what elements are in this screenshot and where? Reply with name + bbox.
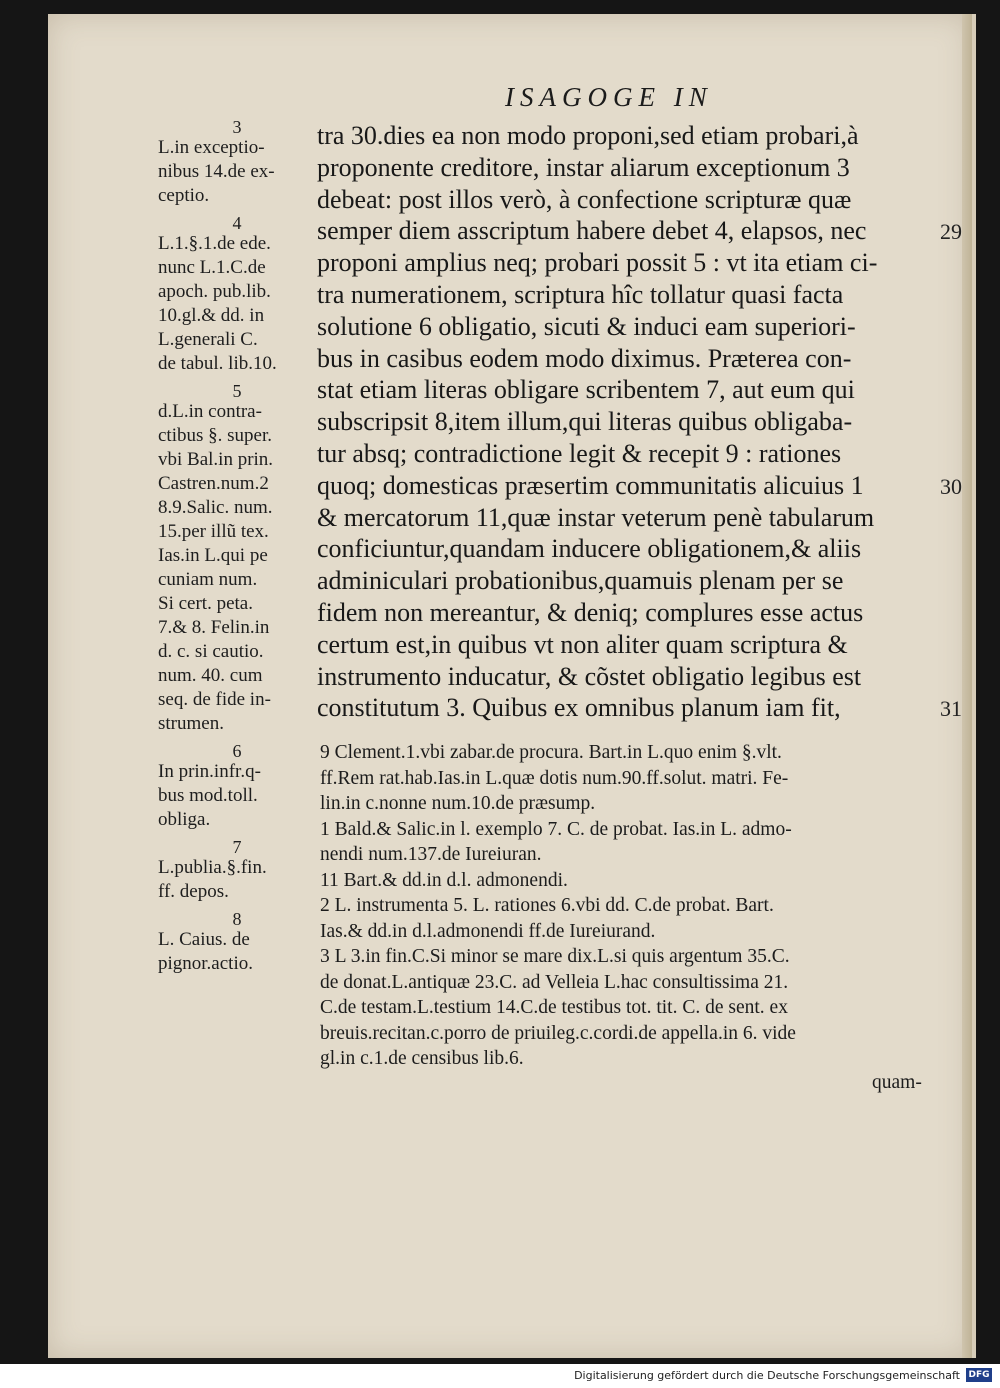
margin-note-line: ctibus §. super. [158,425,272,446]
margin-note [158,742,316,832]
margin-note [158,382,316,736]
margin-note-number: 6 [232,741,242,761]
margin-note-number: 7 [232,837,242,857]
margin-note-line: Castren.num.2 [158,473,269,494]
margin-note-line: num. 40. cum [158,665,263,686]
margin-note-line: d.L.in contra- [158,401,262,422]
margin-note-line: nunc L.1.C.de [158,257,266,278]
footnote-line: 9 Clement.1.vbi zabar.de procura. Bart.in L.quo enim §.vlt. [320,742,782,763]
margin-note-line: 15.per illũ tex. [158,521,269,542]
text-line: quoq; domesticas præsertim communitatis alicuius 1 [317,470,864,500]
margin-note-line: In prin.infr.q- [158,761,261,782]
side-line-number: 30 [940,473,962,499]
text-line: adminiculari probationibus,quamuis plenam per se [317,566,844,596]
margin-note-line: obliga. [158,809,211,830]
margin-note-line: bus mod.toll. [158,785,258,806]
margin-notes [158,118,316,982]
margin-note-line: apoch. pub.lib. [158,281,271,302]
text-line: tra 30.dies ea non modo proponi,sed etiam probari,à [317,121,859,150]
footnote-line: Ias.& dd.in d.l.admonendi ff.de Iureiurand. [320,920,656,942]
margin-note-number: 5 [232,381,242,401]
text-line: constitutum 3. Quibus ex omnibus planum iam fit, [317,693,841,723]
text-line: tra numerationem, scriptura hîc tollatur quasi facta [317,279,844,309]
margin-note-line: nibus 14.de ex- [158,161,275,182]
footnote-line: de donat.L.antiquæ 23.C. ad Velleia L.hac consultissima 21. [320,971,789,993]
margin-note-number: 8 [232,909,242,929]
margin-note-line: L.publia.§.fin. [158,857,267,878]
margin-note-line: ceptio. [158,185,210,206]
margin-note [158,910,316,976]
margin-note [158,838,316,904]
margin-note-line: Ias.in L.qui pe [158,545,268,566]
margin-note-line: de tabul. lib.10. [158,353,277,374]
margin-note-line: cuniam num. [158,569,258,590]
margin-note-line: ff. depos. [158,881,229,902]
text-line: instrumento inducatur, & cõstet obligatio legibus est [317,661,862,691]
footnote-line: 3 L 3.in fin.C.Si minor se mare dix.L.si quis argentum 35.C. [320,946,790,967]
margin-note-line: L.1.§.1.de ede. [158,233,271,254]
margin-note-line: strumen. [158,713,224,734]
text-line: semper diem asscriptum habere debet 4, elapsos, nec [317,216,867,246]
margin-note-line: d. c. si cautio. [158,641,264,662]
dfg-logo: DFG [966,1368,992,1382]
margin-note-line: vbi Bal.in prin. [158,449,274,470]
text-line: subscripsit 8,item illum,qui literas quibus obligaba- [317,407,853,437]
text-line: bus in casibus eodem modo diximus. Præterea con- [317,343,852,373]
footnote-line: nendi num.137.de Iureiuran. [320,844,542,865]
text-line: solutione 6 obligatio, sicuti & induci eam superiori- [317,311,856,341]
margin-note-line: L.generali C. [158,329,258,350]
margin-note-line: pignor.actio. [158,953,253,974]
footnote-line: ff.Rem rat.hab.Ias.in L.quæ dotis num.90.ff.solut. matri. Fe- [320,767,789,789]
text-line: debeat: post illos verò, à confectione scripturæ quæ [317,184,852,214]
margin-note-line: 7.& 8. Felin.in [158,617,270,638]
text-line: fidem non mereantur, & deniq; complures esse actus [317,597,864,627]
text-line: proponi amplius neq; probari possit 5 : vt ita etiam ci- [317,248,878,278]
page-edge [962,14,972,1358]
text-line: stat etiam literas obligare scribentem 7, aut eum qui [317,375,855,405]
margin-note-line: Si cert. peta. [158,593,253,614]
side-line-number: 29 [940,219,962,245]
text-line: tur absq; contradictione legit & recepit 9 : rationes [317,438,842,468]
footnote-line: gl.in c.1.de censibus lib.6. [320,1048,524,1069]
margin-note [158,214,316,376]
footnote-line: C.de testam.L.testium 14.C.de testibus tot. tit. C. de sent. ex [320,997,788,1018]
side-line-number: 31 [940,696,962,722]
footer-credit: Digitalisierung gefördert durch die Deutsche Forschungsgemeinschaft [574,1369,960,1382]
footnotes [320,740,940,1072]
text-line: certum est,in quibus vt non aliter quam scriptura & [317,629,848,659]
main-text [317,120,937,724]
catchword: quam- [872,1072,922,1093]
running-head: ISAGOGE IN [505,82,713,112]
margin-note-line: 8.9.Salic. num. [158,497,273,518]
margin-note-line: seq. de fide in- [158,689,271,710]
margin-note-line: 10.gl.& dd. in [158,305,265,326]
margin-note-number: 3 [232,117,242,137]
text-line: & mercatorum 11,quæ instar veterum penè tabularum [317,502,875,532]
footnote-line: breuis.recitan.c.porro de priuileg.c.cordi.de appella.in 6. vide [320,1022,796,1044]
text-line: conficiuntur,quandam inducere obligationem,& aliis [317,534,862,564]
margin-note-number: 4 [232,213,242,233]
footnote-line: 1 Bald.& Salic.in l. exemplo 7. C. de probat. Ias.in L. admo- [320,818,792,840]
margin-note-line: L.in exceptio- [158,137,265,158]
margin-note [158,118,316,208]
footnote-line: lin.in c.nonne num.10.de præsump. [320,793,596,814]
text-line: proponente creditore, instar aliarum exceptionum 3 [317,152,850,182]
footnote-line: 2 L. instrumenta 5. L. rationes 6.vbi dd. C.de probat. Bart. [320,895,774,916]
margin-note-line: L. Caius. de [158,929,250,950]
footnote-line: 11 Bart.& dd.in d.l. admonendi. [320,869,568,891]
